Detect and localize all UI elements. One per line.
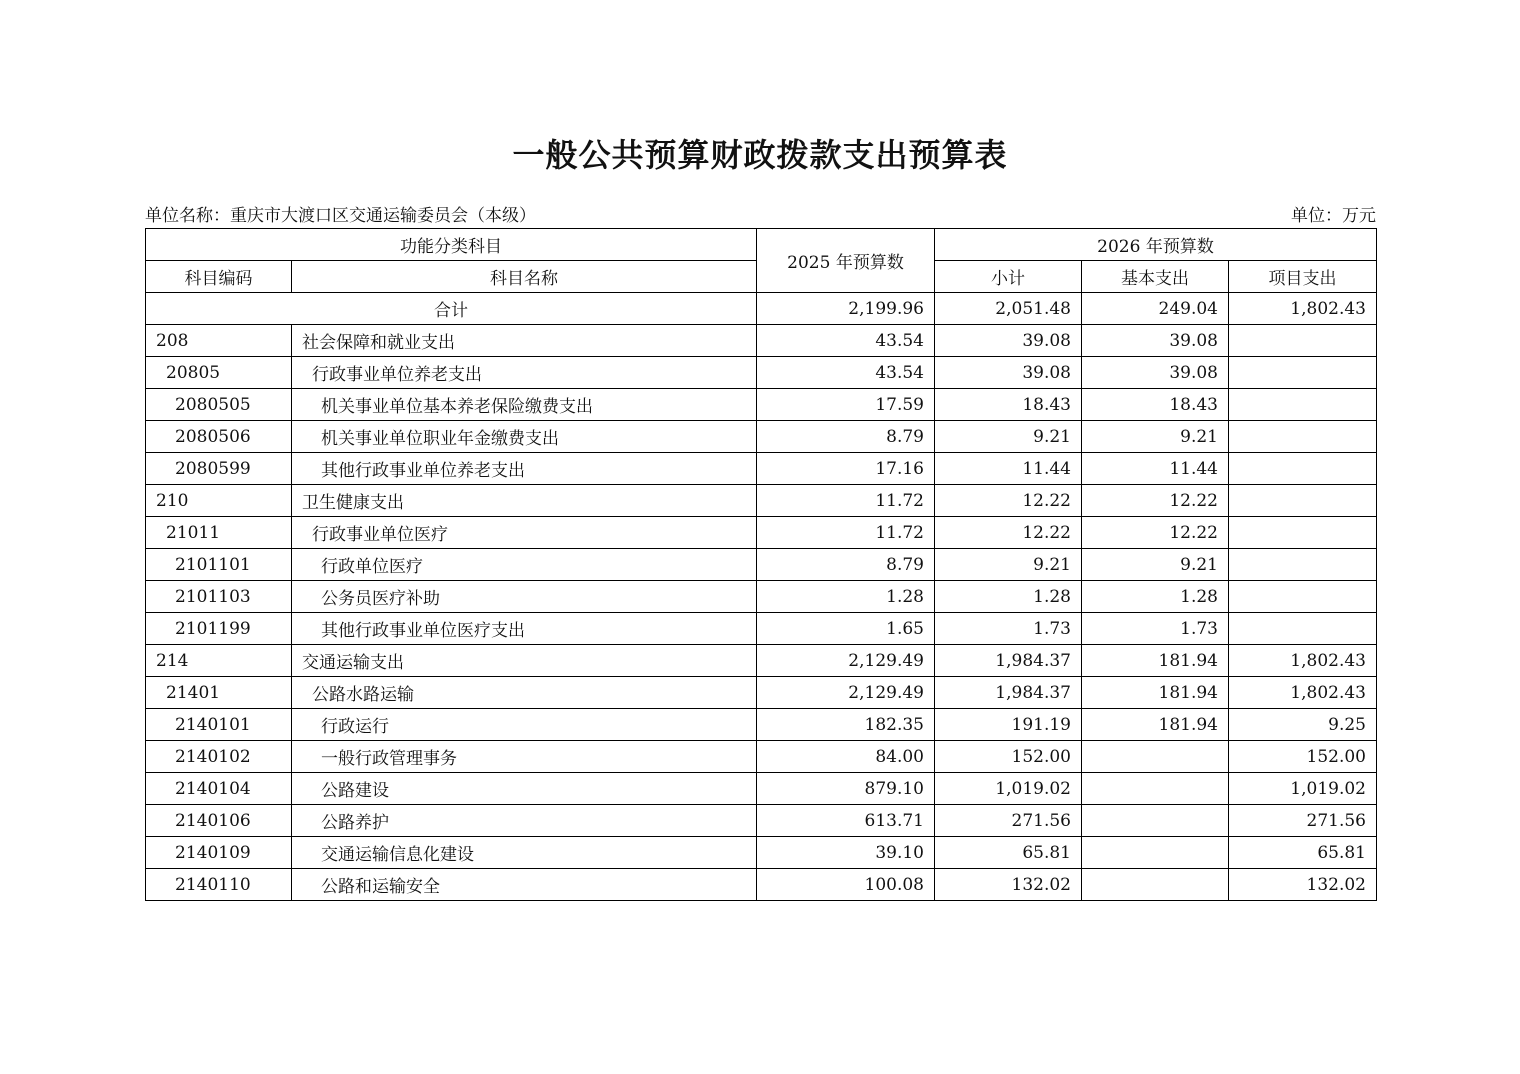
- row-project: 65.81: [1229, 837, 1377, 869]
- row-project: [1229, 517, 1377, 549]
- row-subtotal: 191.19: [935, 709, 1082, 741]
- row-budget-2025: 43.54: [757, 357, 935, 389]
- row-budget-2025: 8.79: [757, 421, 935, 453]
- row-code: 210: [146, 485, 292, 517]
- table-row: [146, 453, 1377, 485]
- row-code: 2140110: [146, 869, 292, 901]
- row-subtotal: 132.02: [935, 869, 1082, 901]
- header-category: 功能分类科目: [146, 229, 757, 261]
- row-subtotal: 1.73: [935, 613, 1082, 645]
- table-row: [146, 389, 1377, 421]
- header-code: 科目编码: [146, 261, 292, 293]
- row-budget-2025: 43.54: [757, 325, 935, 357]
- row-basic: 181.94: [1082, 677, 1229, 709]
- row-project: [1229, 581, 1377, 613]
- table-row: [146, 485, 1377, 517]
- row-project: [1229, 453, 1377, 485]
- row-name: 社会保障和就业支出: [292, 325, 757, 357]
- row-name: 机关事业单位职业年金缴费支出: [292, 421, 757, 453]
- row-name: 公路和运输安全: [292, 869, 757, 901]
- row-code: 2080599: [146, 453, 292, 485]
- row-code: 2140106: [146, 805, 292, 837]
- header-budget-2026: 2026 年预算数: [935, 229, 1377, 261]
- row-subtotal: 12.22: [935, 485, 1082, 517]
- row-budget-2025: 182.35: [757, 709, 935, 741]
- row-subtotal: 39.08: [935, 325, 1082, 357]
- row-name: 行政事业单位养老支出: [292, 357, 757, 389]
- row-project: [1229, 485, 1377, 517]
- row-project: [1229, 389, 1377, 421]
- row-name: 公路养护: [292, 805, 757, 837]
- row-budget-2025: 8.79: [757, 549, 935, 581]
- row-project: [1229, 421, 1377, 453]
- row-basic: 12.22: [1082, 517, 1229, 549]
- row-basic: [1082, 805, 1229, 837]
- row-name: 公务员医疗补助: [292, 581, 757, 613]
- row-subtotal: 11.44: [935, 453, 1082, 485]
- row-project: 271.56: [1229, 805, 1377, 837]
- row-code: 21401: [146, 677, 292, 709]
- unit-name-label: 单位名称：重庆市大渡口区交通运输委员会（本级）: [145, 206, 536, 226]
- header-basic: 基本支出: [1082, 261, 1229, 293]
- total-row: [146, 293, 1377, 325]
- header-project: 项目支出: [1229, 261, 1377, 293]
- total-subtotal: 2,051.48: [935, 293, 1082, 325]
- row-budget-2025: 11.72: [757, 485, 935, 517]
- table-row: [146, 645, 1377, 677]
- row-basic: 12.22: [1082, 485, 1229, 517]
- row-basic: 1.73: [1082, 613, 1229, 645]
- row-name: 公路水路运输: [292, 677, 757, 709]
- row-project: 132.02: [1229, 869, 1377, 901]
- row-name: 一般行政管理事务: [292, 741, 757, 773]
- row-code: 2101101: [146, 549, 292, 581]
- row-budget-2025: 2,129.49: [757, 645, 935, 677]
- row-basic: 9.21: [1082, 549, 1229, 581]
- row-basic: [1082, 773, 1229, 805]
- row-basic: 9.21: [1082, 421, 1229, 453]
- table-row: [146, 869, 1377, 901]
- row-code: 214: [146, 645, 292, 677]
- row-name: 机关事业单位基本养老保险缴费支出: [292, 389, 757, 421]
- page-title: 一般公共预算财政拨款支出预算表: [512, 136, 1008, 174]
- row-name: 其他行政事业单位养老支出: [292, 453, 757, 485]
- row-budget-2025: 84.00: [757, 741, 935, 773]
- row-subtotal: 271.56: [935, 805, 1082, 837]
- row-code: 2101103: [146, 581, 292, 613]
- row-name: 其他行政事业单位医疗支出: [292, 613, 757, 645]
- row-budget-2025: 17.59: [757, 389, 935, 421]
- row-budget-2025: 11.72: [757, 517, 935, 549]
- row-name: 交通运输支出: [292, 645, 757, 677]
- budget-table: [145, 228, 1377, 901]
- row-subtotal: 1,984.37: [935, 645, 1082, 677]
- table-row: [146, 773, 1377, 805]
- row-project: 1,019.02: [1229, 773, 1377, 805]
- table-row: [146, 709, 1377, 741]
- table-row: [146, 677, 1377, 709]
- table-row: [146, 517, 1377, 549]
- row-basic: 1.28: [1082, 581, 1229, 613]
- row-code: 21011: [146, 517, 292, 549]
- row-subtotal: 1,984.37: [935, 677, 1082, 709]
- row-basic: 39.08: [1082, 357, 1229, 389]
- table-row: [146, 325, 1377, 357]
- header-budget-2025: 2025 年预算数: [757, 229, 935, 293]
- currency-unit-label: 单位：万元: [1291, 206, 1376, 226]
- row-project: [1229, 325, 1377, 357]
- header-name: 科目名称: [292, 261, 757, 293]
- row-name: 公路建设: [292, 773, 757, 805]
- row-code: 2080506: [146, 421, 292, 453]
- row-budget-2025: 1.28: [757, 581, 935, 613]
- table-row: [146, 357, 1377, 389]
- row-budget-2025: 39.10: [757, 837, 935, 869]
- row-basic: 39.08: [1082, 325, 1229, 357]
- row-basic: [1082, 837, 1229, 869]
- table-row: [146, 421, 1377, 453]
- row-basic: 18.43: [1082, 389, 1229, 421]
- row-subtotal: 152.00: [935, 741, 1082, 773]
- row-subtotal: 9.21: [935, 421, 1082, 453]
- row-subtotal: 1,019.02: [935, 773, 1082, 805]
- table-row: [146, 741, 1377, 773]
- row-subtotal: 18.43: [935, 389, 1082, 421]
- row-budget-2025: 1.65: [757, 613, 935, 645]
- row-code: 2140102: [146, 741, 292, 773]
- total-project: 1,802.43: [1229, 293, 1377, 325]
- row-subtotal: 9.21: [935, 549, 1082, 581]
- row-name: 行政单位医疗: [292, 549, 757, 581]
- row-subtotal: 65.81: [935, 837, 1082, 869]
- row-name: 交通运输信息化建设: [292, 837, 757, 869]
- row-basic: 181.94: [1082, 709, 1229, 741]
- row-code: 20805: [146, 357, 292, 389]
- total-label: 合计: [146, 293, 757, 325]
- row-subtotal: 1.28: [935, 581, 1082, 613]
- row-basic: [1082, 869, 1229, 901]
- row-project: 1,802.43: [1229, 645, 1377, 677]
- row-basic: 181.94: [1082, 645, 1229, 677]
- table-row: [146, 837, 1377, 869]
- total-budget-2025: 2,199.96: [757, 293, 935, 325]
- row-code: 2140104: [146, 773, 292, 805]
- row-basic: [1082, 741, 1229, 773]
- row-project: 9.25: [1229, 709, 1377, 741]
- row-code: 2140109: [146, 837, 292, 869]
- row-code: 2080505: [146, 389, 292, 421]
- row-code: 208: [146, 325, 292, 357]
- header-row-1: [146, 229, 1377, 261]
- row-budget-2025: 2,129.49: [757, 677, 935, 709]
- row-subtotal: 12.22: [935, 517, 1082, 549]
- row-project: [1229, 357, 1377, 389]
- table-row: [146, 549, 1377, 581]
- row-name: 行政事业单位医疗: [292, 517, 757, 549]
- header-subtotal: 小计: [935, 261, 1082, 293]
- row-budget-2025: 613.71: [757, 805, 935, 837]
- total-basic: 249.04: [1082, 293, 1229, 325]
- row-budget-2025: 17.16: [757, 453, 935, 485]
- row-project: [1229, 613, 1377, 645]
- row-project: [1229, 549, 1377, 581]
- table-row: [146, 581, 1377, 613]
- row-project: 1,802.43: [1229, 677, 1377, 709]
- row-name: 行政运行: [292, 709, 757, 741]
- row-budget-2025: 879.10: [757, 773, 935, 805]
- table-row: [146, 805, 1377, 837]
- row-project: 152.00: [1229, 741, 1377, 773]
- table-row: [146, 613, 1377, 645]
- row-basic: 11.44: [1082, 453, 1229, 485]
- row-subtotal: 39.08: [935, 357, 1082, 389]
- row-code: 2101199: [146, 613, 292, 645]
- row-budget-2025: 100.08: [757, 869, 935, 901]
- row-name: 卫生健康支出: [292, 485, 757, 517]
- row-code: 2140101: [146, 709, 292, 741]
